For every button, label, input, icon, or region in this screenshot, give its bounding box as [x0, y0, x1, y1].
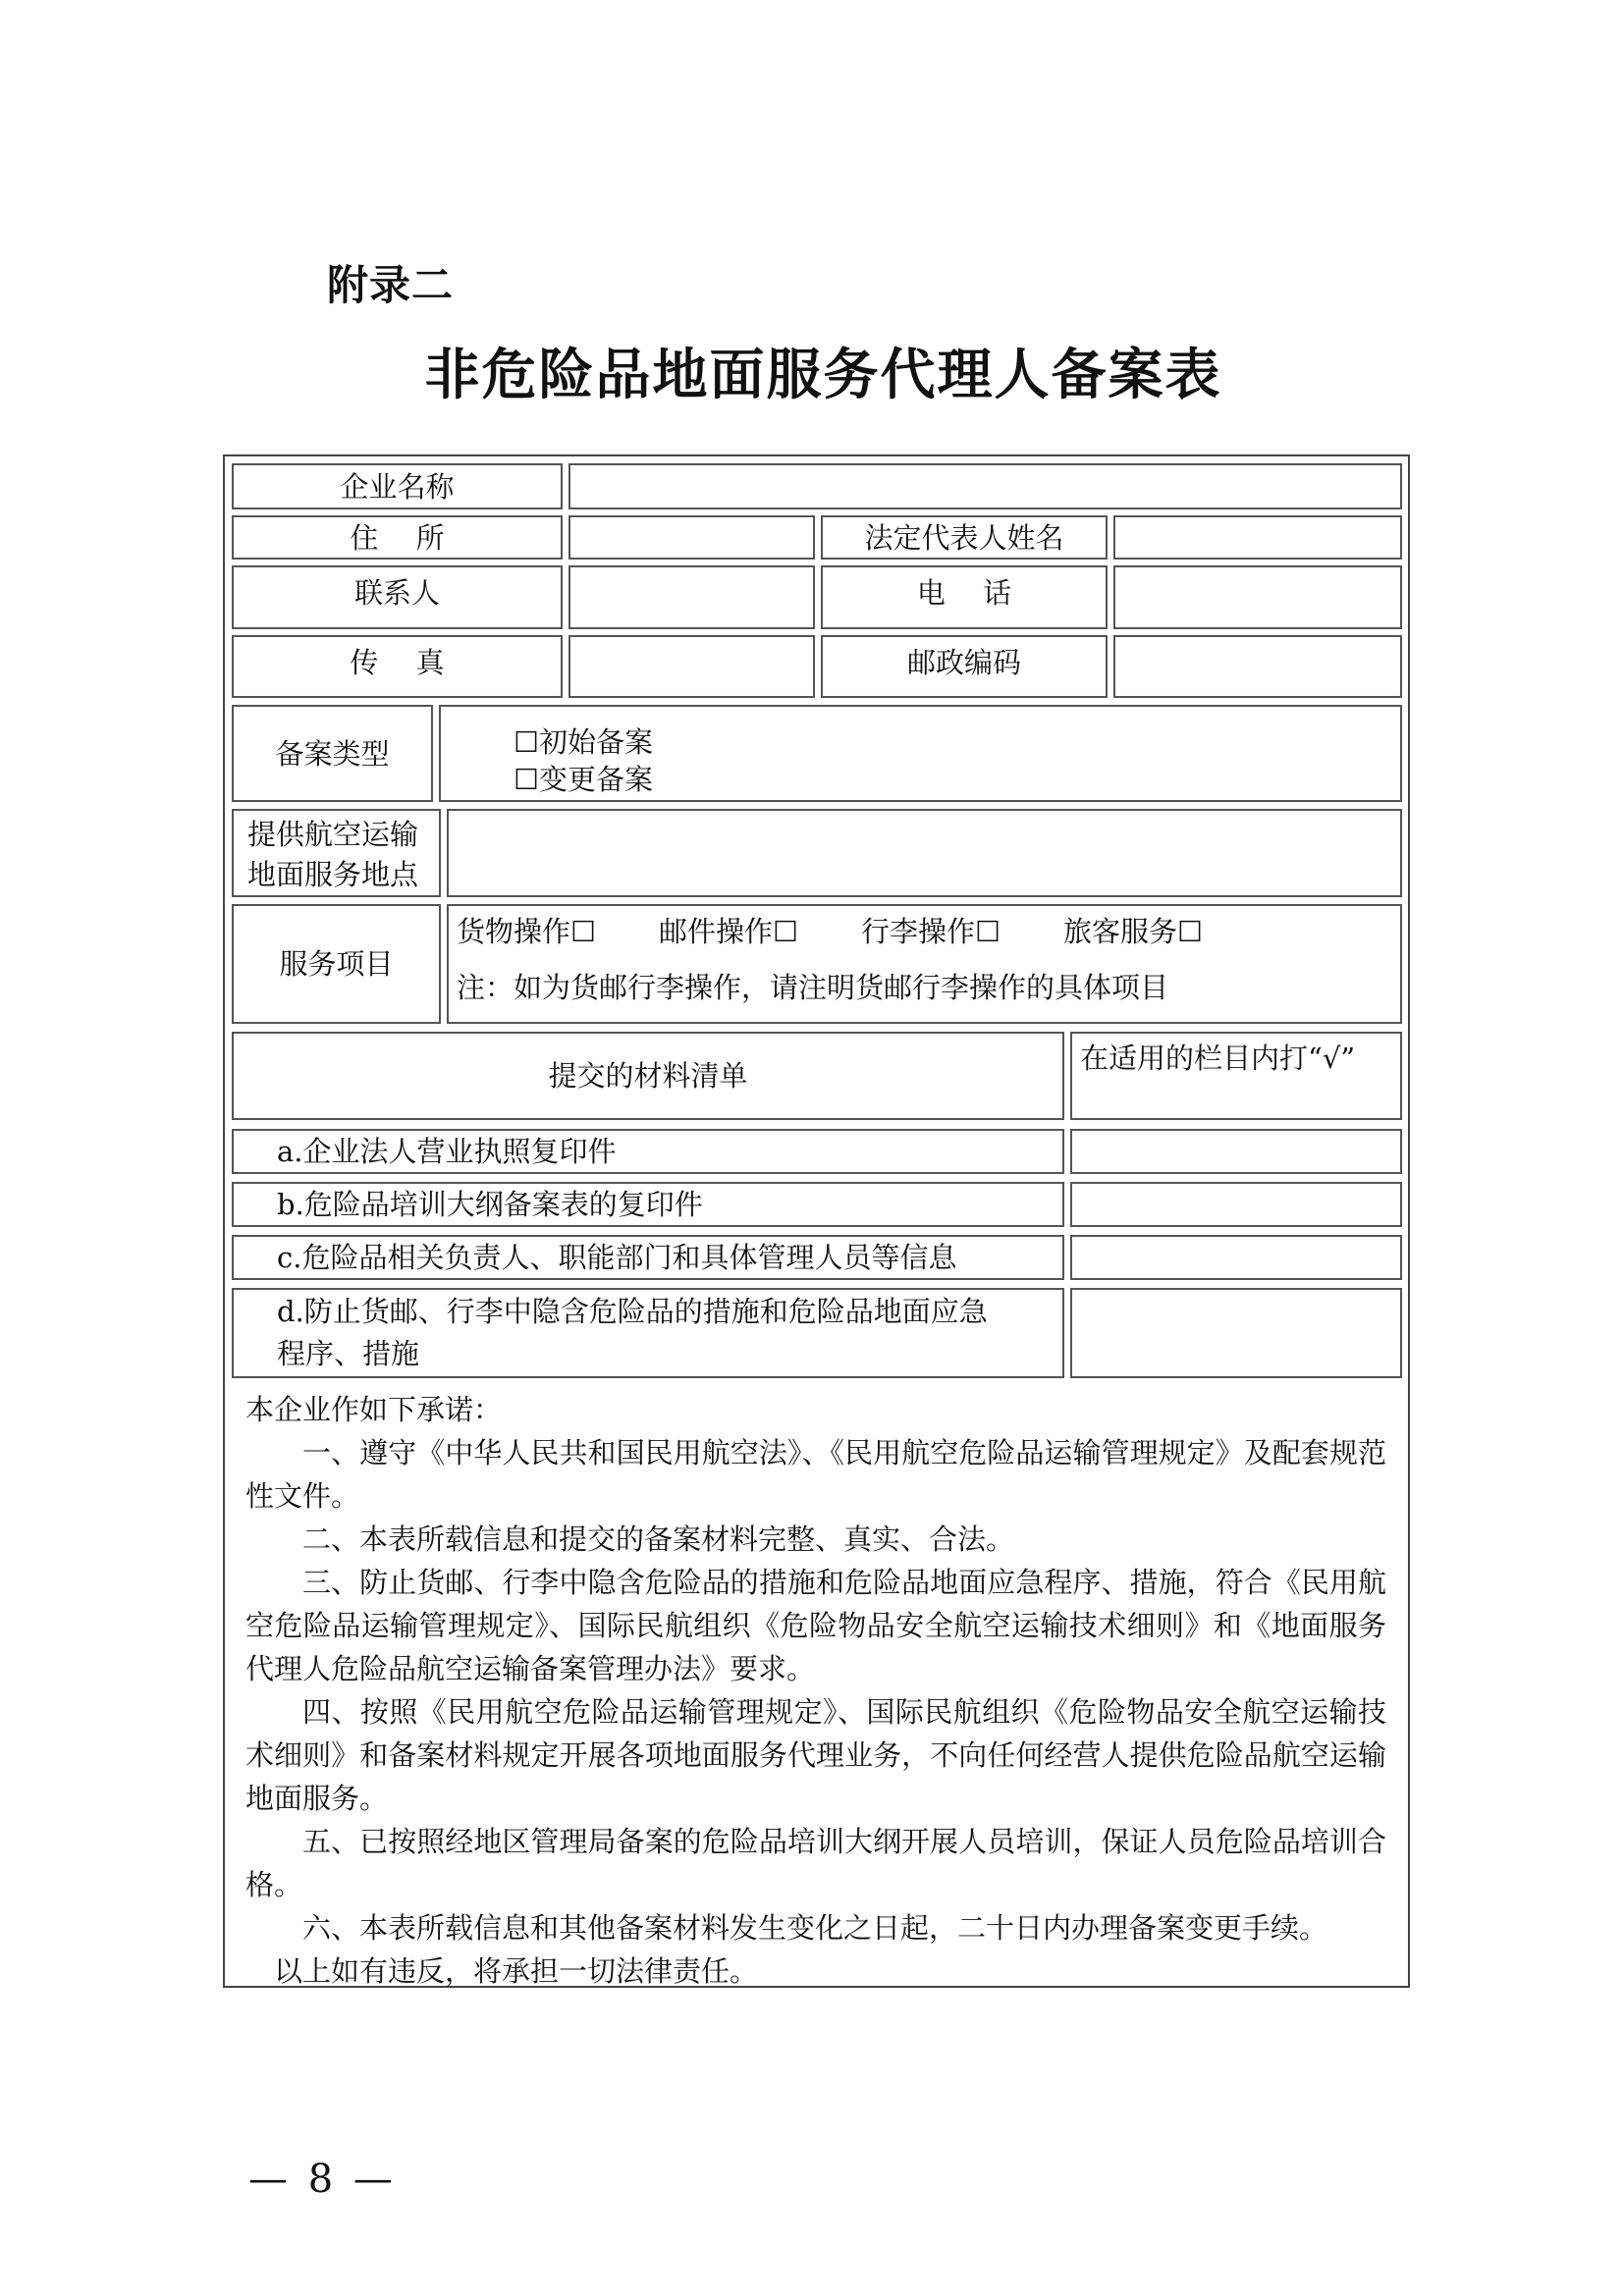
form-title: 非危险品地面服务代理人备案表 — [424, 344, 1222, 407]
pledge-intro: 本企业作如下承诺： — [245, 1393, 503, 1426]
material-b-label: b.危险品培训大纲备案表的复印件 — [277, 1188, 703, 1221]
fax-label: 传 真 — [232, 635, 563, 698]
change-filing-checkbox[interactable]: ☐变更备案 — [514, 763, 653, 796]
material-d-label-line2: 程序、措施 — [277, 1337, 420, 1370]
legal-rep-label: 法定代表人姓名 — [821, 515, 1108, 560]
appendix-label: 附录二 — [327, 261, 455, 309]
page-number: — 8 — — [248, 2157, 397, 2202]
material-a-check[interactable] — [1070, 1129, 1402, 1174]
passenger-service-checkbox[interactable]: 旅客服务☐ — [1063, 915, 1203, 948]
pledge-item-1: 一、遵守《中华人民共和国民用航空法》、《民用航空危险品运输管理规定》及配套规范性文件。 — [245, 1436, 1386, 1513]
materials-header: 提交的材料清单 — [232, 1032, 1064, 1120]
pledge-item-4: 四、按照《民用航空危险品运输管理规定》、国际民航组织《危险物品安全航空运输技术细则》和备案材料规定开展各项地面服务代理业务，不向任何经营人提供危险品航空运输地面服务。 — [245, 1695, 1386, 1815]
pledge-section — [245, 1388, 1386, 1993]
pledge-item-5: 五、已按照经地区管理局备案的危险品培训大纲开展人员培训，保证人员危险品培训合格。 — [245, 1825, 1386, 1901]
company-name-field[interactable] — [568, 463, 1402, 509]
check-header: 在适用的栏目内打“√” — [1080, 1041, 1356, 1075]
initial-filing-checkbox[interactable]: ☐初始备案 — [514, 725, 653, 759]
service-items-note: 注：如为货邮行李操作，请注明货邮行李操作的具体项目 — [457, 971, 1169, 1004]
material-row — [232, 1129, 1064, 1174]
contact-field[interactable] — [568, 565, 815, 629]
service-items-options — [447, 904, 1402, 1024]
postcode-label: 邮政编码 — [821, 635, 1108, 698]
filing-type-options — [439, 705, 1402, 802]
service-location-label-line2: 地面服务地点 — [247, 858, 419, 891]
pledge-item-3: 三、防止货邮、行李中隐含危险品的措施和危险品地面应急程序、措施，符合《民用航空危险品运输管理规定》、国际民航组织《危险物品安全航空运输技术细则》和《地面服务代理人危险品航空运输备案管理办法》要求。 — [245, 1566, 1386, 1685]
service-location-field[interactable] — [447, 809, 1402, 897]
material-row — [232, 1182, 1064, 1227]
filing-type-label: 备案类型 — [232, 705, 433, 802]
material-b-check[interactable] — [1070, 1182, 1402, 1227]
company-name-label: 企业名称 — [232, 463, 563, 509]
material-c-label: c.危险品相关负责人、职能部门和具体管理人员等信息 — [277, 1241, 957, 1274]
postcode-field[interactable] — [1113, 635, 1402, 698]
service-items-label: 服务项目 — [232, 904, 441, 1024]
baggage-handling-checkbox[interactable]: 行李操作☐ — [861, 915, 1001, 948]
material-d-label-line1: d.防止货邮、行李中隐含危险品的措施和危险品地面应急 — [277, 1295, 988, 1328]
check-header-cell — [1070, 1032, 1402, 1120]
service-location-label — [232, 809, 441, 897]
phone-label: 电 话 — [821, 565, 1108, 629]
material-c-check[interactable] — [1070, 1235, 1402, 1280]
phone-field[interactable] — [1113, 565, 1402, 629]
address-label: 住 所 — [232, 515, 563, 560]
pledge-item-2: 二、本表所载信息和提交的备案材料完整、真实、合法。 — [302, 1522, 1015, 1556]
address-field[interactable] — [568, 515, 815, 560]
legal-rep-field[interactable] — [1113, 515, 1402, 560]
fax-field[interactable] — [568, 635, 815, 698]
service-location-label-line1: 提供航空运输 — [247, 818, 419, 851]
material-d-check[interactable] — [1070, 1288, 1402, 1378]
contact-label: 联系人 — [232, 565, 563, 629]
pledge-item-6: 六、本表所载信息和其他备案材料发生变化之日起，二十日内办理备案变更手续。 — [302, 1911, 1328, 1945]
material-row — [232, 1288, 1064, 1378]
cargo-handling-checkbox[interactable]: 货物操作☐ — [457, 915, 596, 948]
material-row — [232, 1235, 1064, 1280]
pledge-closing: 以上如有违反，将承担一切法律责任。 — [274, 1954, 759, 1988]
material-a-label: a.企业法人营业执照复印件 — [277, 1135, 617, 1168]
mail-handling-checkbox[interactable]: 邮件操作☐ — [659, 915, 798, 948]
